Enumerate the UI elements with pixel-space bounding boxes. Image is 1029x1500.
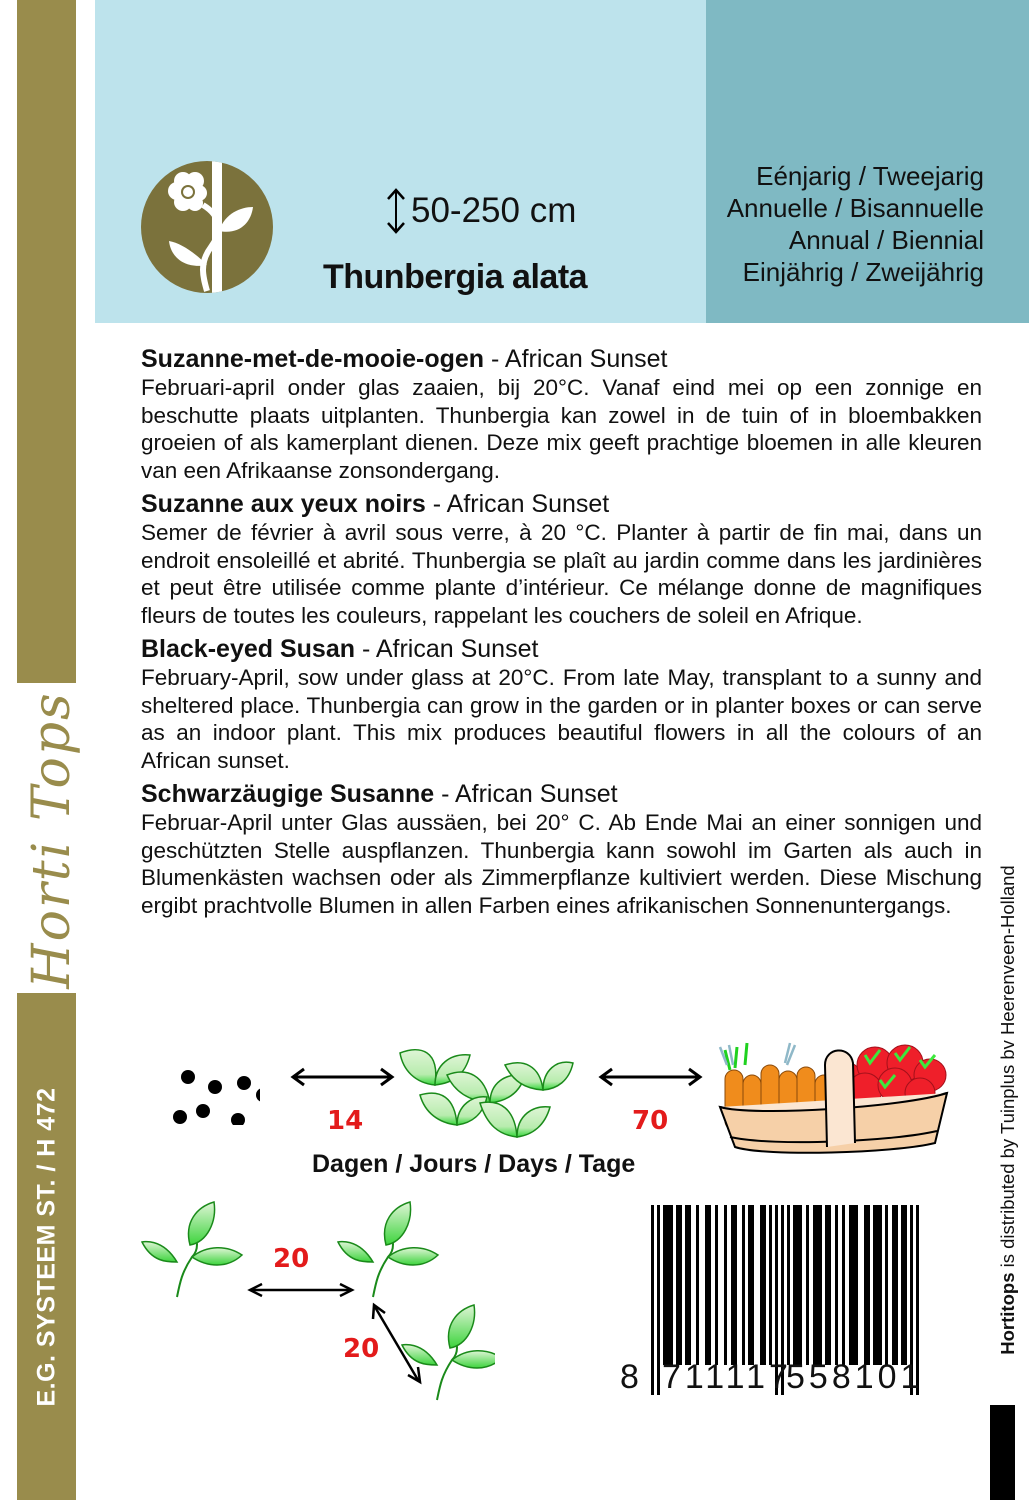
section-title <box>141 635 982 664</box>
growth-timeline <box>150 1050 980 1190</box>
variety-name: - African Sunset <box>425 490 610 518</box>
plant-sprout-icon <box>142 1202 242 1297</box>
distributor-note <box>988 820 1028 1400</box>
section-body: Semer de février à avril sous verre, à 20 °C. Planter à partir de fin mai, dans un endroit ensoleillé et abrité. Thunbergia se plaît au jardin comme dans les jardinières et peut être utilisée comme plante d’intérieur. Ce mélange donne de magnifiques fleurs de toutes les couleurs, rappelant les couchers de soleil en Afrique. <box>141 520 982 628</box>
seedlings-icon <box>395 1045 575 1140</box>
distributor-brand: Hortitops <box>997 1272 1018 1355</box>
seeds-icon <box>160 1065 260 1125</box>
common-name: Suzanne-met-de-mooie-ogen <box>141 345 485 373</box>
section-de <box>141 780 982 919</box>
life-cycle-list <box>727 160 984 288</box>
plant-sprout-icon <box>402 1305 495 1400</box>
black-bar <box>990 1405 1015 1500</box>
height-value: 50-250 cm <box>411 191 577 230</box>
section-body: February-April, sow under glass at 20°C. From late May, transplant to a sunny and sheltered place. Thunbergia can grow in the garden or in planter boxes or can serve as an indoor plant. This mix produces beautiful flowers in all the colours of an African sunset. <box>141 665 982 773</box>
double-arrow-icon <box>290 1067 395 1087</box>
life-cycle-en: Annual / Biennial <box>788 225 984 255</box>
brand-strip-bottom <box>17 993 76 1500</box>
vegetable-basket-icon <box>715 1035 950 1155</box>
life-cycle-fr: Annuelle / Bisannuelle <box>726 193 984 223</box>
brand-strip-top <box>17 0 76 683</box>
variety-name: - African Sunset <box>484 345 668 373</box>
section-fr <box>141 490 982 629</box>
double-arrow-icon <box>598 1067 703 1087</box>
days-label: Dagen / Jours / Days / Tage <box>312 1150 636 1178</box>
section-nl <box>141 345 982 484</box>
distributor-text: is distributed by Tuinplus bv Heerenveen-Holland <box>997 865 1018 1273</box>
descriptions <box>141 345 982 925</box>
species-name: Thunbergia alata <box>323 258 588 296</box>
vertical-double-arrow-icon <box>385 188 407 234</box>
climbing-plant-icon <box>141 161 273 293</box>
germination-days: 14 <box>327 1106 364 1136</box>
variety-name: - African Sunset <box>434 780 618 808</box>
plant-height <box>385 188 576 234</box>
life-cycle-nl: Eénjarig / Tweejarig <box>756 161 984 191</box>
plant-spacing-diagram <box>140 1195 495 1405</box>
row-distance: 20 <box>273 1244 310 1274</box>
section-en <box>141 635 982 774</box>
barcode-left-group: 711117 <box>662 1358 792 1396</box>
variety-name: - African Sunset <box>355 635 539 663</box>
common-name: Suzanne aux yeux noirs <box>141 490 426 518</box>
section-title <box>141 780 982 809</box>
barcode-first-digit: 8 <box>620 1358 643 1396</box>
life-cycle-de: Einjährig / Zweijährig <box>742 257 984 287</box>
product-code: E.G. SYSTEEM ST. / H 472 <box>32 1086 60 1407</box>
section-title <box>141 490 982 519</box>
plant-distance: 20 <box>343 1334 380 1364</box>
barcode-right-group: 558101 <box>786 1358 924 1396</box>
section-body: Februar-April unter Glas aussäen, bei 20° C. Ab Ende Mai an einer sonnigen und geschützten Stelle auspflanzen. Thunbergia kann sowohl im Garten als auch in Blumenkästen wachsen oder als Zimmerpflanze kultiviert werden. Diese Mischung ergibt prachtvolle Blumen in allen Farben eines afrikanischen Sonnenuntergangs. <box>141 810 982 918</box>
brand-script-text: Horti Tops <box>22 691 82 989</box>
section-body: Februari-april onder glas zaaien, bij 20°C. Vanaf eind mei op een zonnige en beschutte plaats uitplanten. Thunbergia kan zowel in de tuin of in bloembakken groeien of als kamerplant dienen. Deze mix geeft prachtige bloemen in alle kleuren van een Afrikaanse zonsondergang. <box>141 375 982 483</box>
brand-logo <box>17 691 87 989</box>
plant-sprout-icon <box>338 1202 438 1297</box>
common-name: Schwarzäugige Susanne <box>141 780 435 808</box>
section-title <box>141 345 982 374</box>
common-name: Black-eyed Susan <box>141 635 355 663</box>
harvest-days: 70 <box>632 1106 669 1136</box>
